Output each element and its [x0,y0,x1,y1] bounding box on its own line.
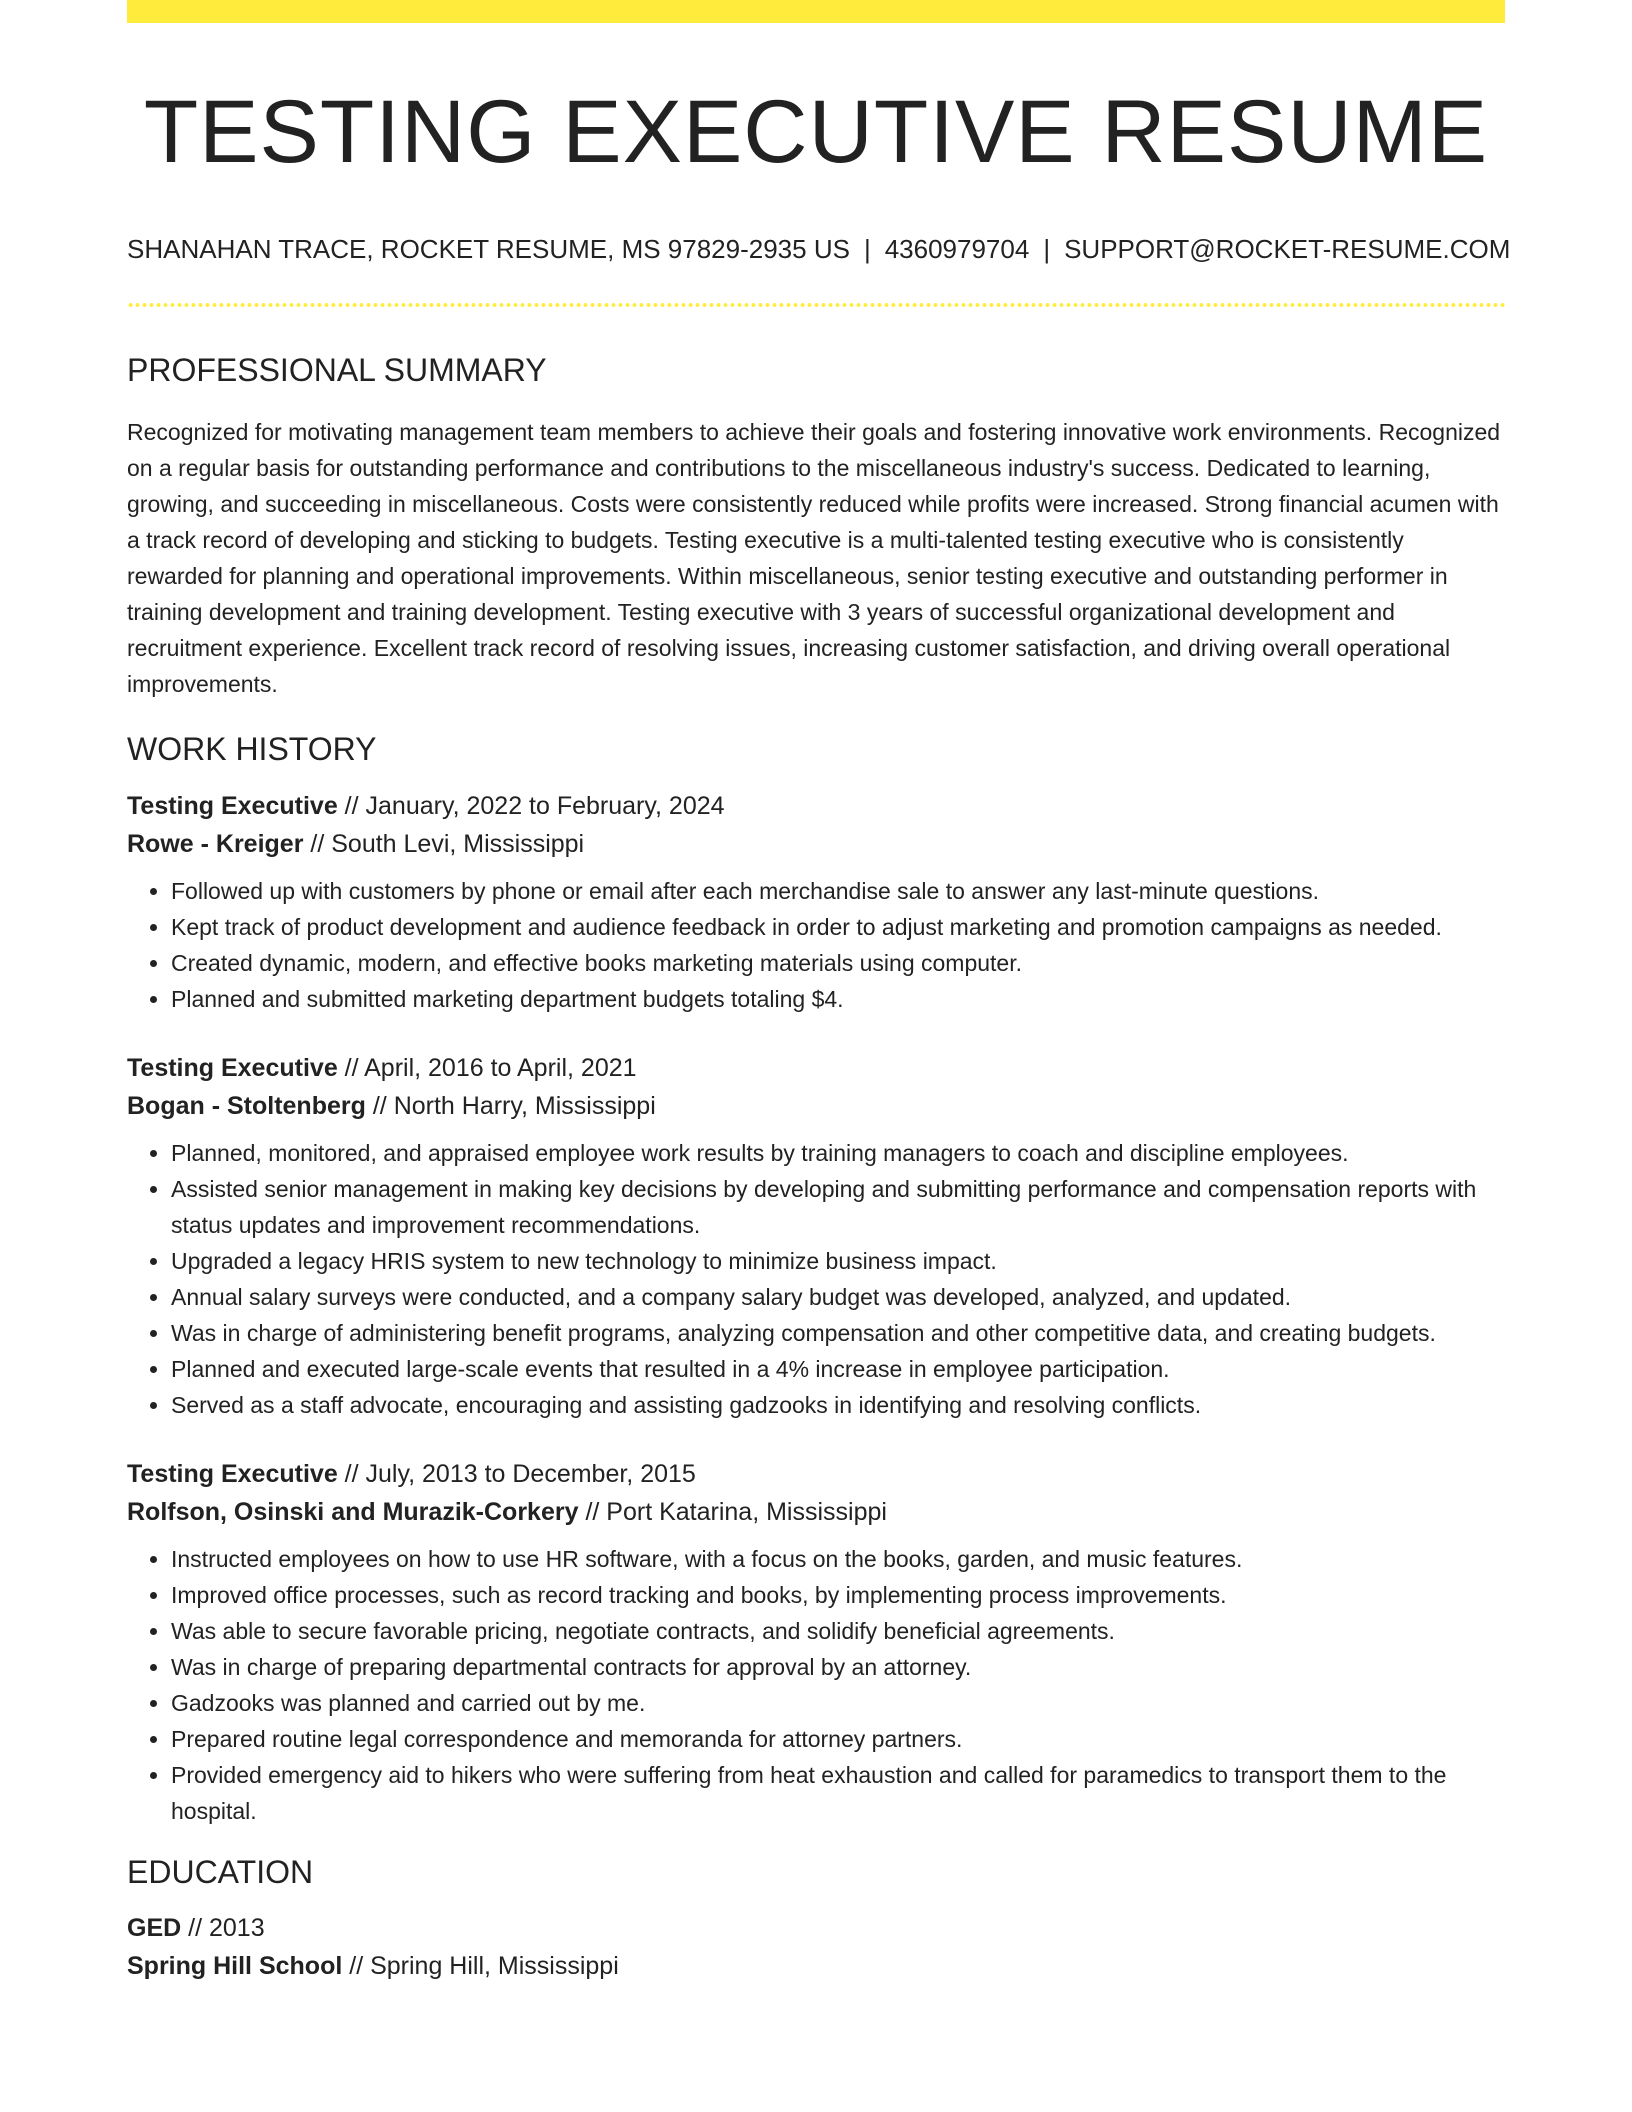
job-company-line [127,1493,1505,1531]
list-item: • Prepared routine legal correspondence and memoranda for attorney partners. [171,1721,1505,1757]
job-company: Rowe - Kreiger [127,829,304,858]
job-bullets [127,1541,1505,1829]
job-divider: // [578,1497,607,1526]
job-entry [127,1049,1505,1423]
education-degree: GED [127,1914,182,1943]
job-divider: // [337,1053,365,1082]
list-item: • Followed up with customers by phone or email after each merchandise sale to answer any last-minute questions. [171,873,1505,909]
job-company: Bogan - Stoltenberg [127,1091,366,1120]
job-location: South Levi, Mississippi [331,829,585,858]
work-history-heading: WORK HISTORY [127,731,377,768]
list-item: • Improved office processes, such as record tracking and books, by implementing process improvements. [171,1577,1505,1613]
summary-text: Recognized for motivating management team members to achieve their goals and fostering innovative work environments. Recognized on a regular basis for outstanding performance and contributions to the miscellaneous industry's success. Dedicated to learning, growing, and succeeding in miscellaneous. Costs were consistently reduced while profits were increased. Strong financial acumen with a track record of developing and sticking to budgets. Testing executive is a multi-talented testing executive who is consistently rewarded for planning and operational improvements. Within miscellaneous, senior testing executive and outstanding performer in training development and training development. Testing executive with 3 years of successful organizational development and recruitment experience. Excellent track record of resolving issues, increasing customer satisfaction, and driving overall operational improvements. [127,419,1501,698]
list-item: • Served as a staff advocate, encouraging and assisting gadzooks in identifying and resolving conflicts. [171,1387,1505,1423]
contact-email: SUPPORT@ROCKET-RESUME.COM [1064,233,1511,264]
education-year: 2013 [208,1914,265,1943]
list-item: • Planned, monitored, and appraised employee work results by training managers to coach and discipline employees. [171,1135,1505,1171]
job-company-line [127,825,1505,863]
job-bullets [127,1135,1505,1423]
list-item: • Planned and submitted marketing department budgets totaling $4. [171,981,1505,1017]
job-entry [127,1455,1505,1829]
job-title-line [127,787,1505,825]
list-item: • Provided emergency aid to hikers who were suffering from heat exhaustion and called for paramedics to transport them to the hospital. [171,1757,1505,1829]
education-divider: // [181,1914,209,1943]
education-heading: EDUCATION [127,1853,314,1890]
resume-title: TESTING EXECUTIVE RESUME [143,81,1489,181]
list-item: • Instructed employees on how to use HR software, with a focus on the books, garden, and music features. [171,1541,1505,1577]
job-role: Testing Executive [127,1459,338,1488]
job-divider: // [303,829,332,858]
education-entry [127,1909,1505,1985]
list-item: • Kept track of product development and audience feedback in order to adjust marketing and promotion campaigns as needed. [171,909,1505,945]
education-degree-line [127,1909,1505,1947]
list-item: • Planned and executed large-scale events that resulted in a 4% increase in employee participation. [171,1351,1505,1387]
education-divider: // [342,1952,371,1981]
job-location: North Harry, Mississippi [393,1091,656,1120]
list-item: • Gadzooks was planned and carried out by me. [171,1685,1505,1721]
dotted-divider [127,303,1505,307]
job-divider: // [337,1459,366,1488]
job-company: Rolfson, Osinski and Murazik-Corkery [127,1497,579,1526]
list-item: • Assisted senior management in making key decisions by developing and submitting performance and compensation reports with status updates and improvement recommendations. [171,1171,1505,1243]
job-role: Testing Executive [127,791,338,820]
contact-separator: | [863,233,871,264]
summary-heading: PROFESSIONAL SUMMARY [127,351,547,388]
list-item: • Upgraded a legacy HRIS system to new technology to minimize business impact. [171,1243,1505,1279]
contact-address: SHANAHAN TRACE, ROCKET RESUME, MS 97829-2935 US [127,233,850,264]
education-school-line [127,1947,1505,1985]
top-accent-bar [127,0,1505,23]
job-title-line [127,1049,1505,1087]
job-entry [127,787,1505,1017]
contact-phone: 4360979704 [884,233,1030,264]
job-dates: January, 2022 to February, 2024 [365,791,725,820]
list-item: • Was in charge of administering benefit programs, analyzing compensation and other competitive data, and creating budgets. [171,1315,1505,1351]
education-school: Spring Hill School [127,1952,343,1981]
job-location: Port Katarina, Mississippi [606,1497,887,1526]
list-item: • Annual salary surveys were conducted, and a company salary budget was developed, analyzed, and updated. [171,1279,1505,1315]
job-divider: // [337,791,366,820]
job-dates: April, 2016 to April, 2021 [364,1053,637,1082]
job-role: Testing Executive [127,1053,338,1082]
job-divider: // [365,1091,394,1120]
list-item: • Created dynamic, modern, and effective books marketing materials using computer. [171,945,1505,981]
job-title-line [127,1455,1505,1493]
job-company-line [127,1087,1505,1125]
contact-line [127,233,1511,265]
list-item: • Was in charge of preparing departmental contracts for approval by an attorney. [171,1649,1505,1685]
education-location: Spring Hill, Mississippi [370,1952,619,1981]
job-dates: July, 2013 to December, 2015 [365,1459,696,1488]
contact-separator: | [1043,233,1051,264]
list-item: • Was able to secure favorable pricing, negotiate contracts, and solidify beneficial agreements. [171,1613,1505,1649]
job-bullets [127,873,1505,1017]
resume-page [127,0,1511,1985]
